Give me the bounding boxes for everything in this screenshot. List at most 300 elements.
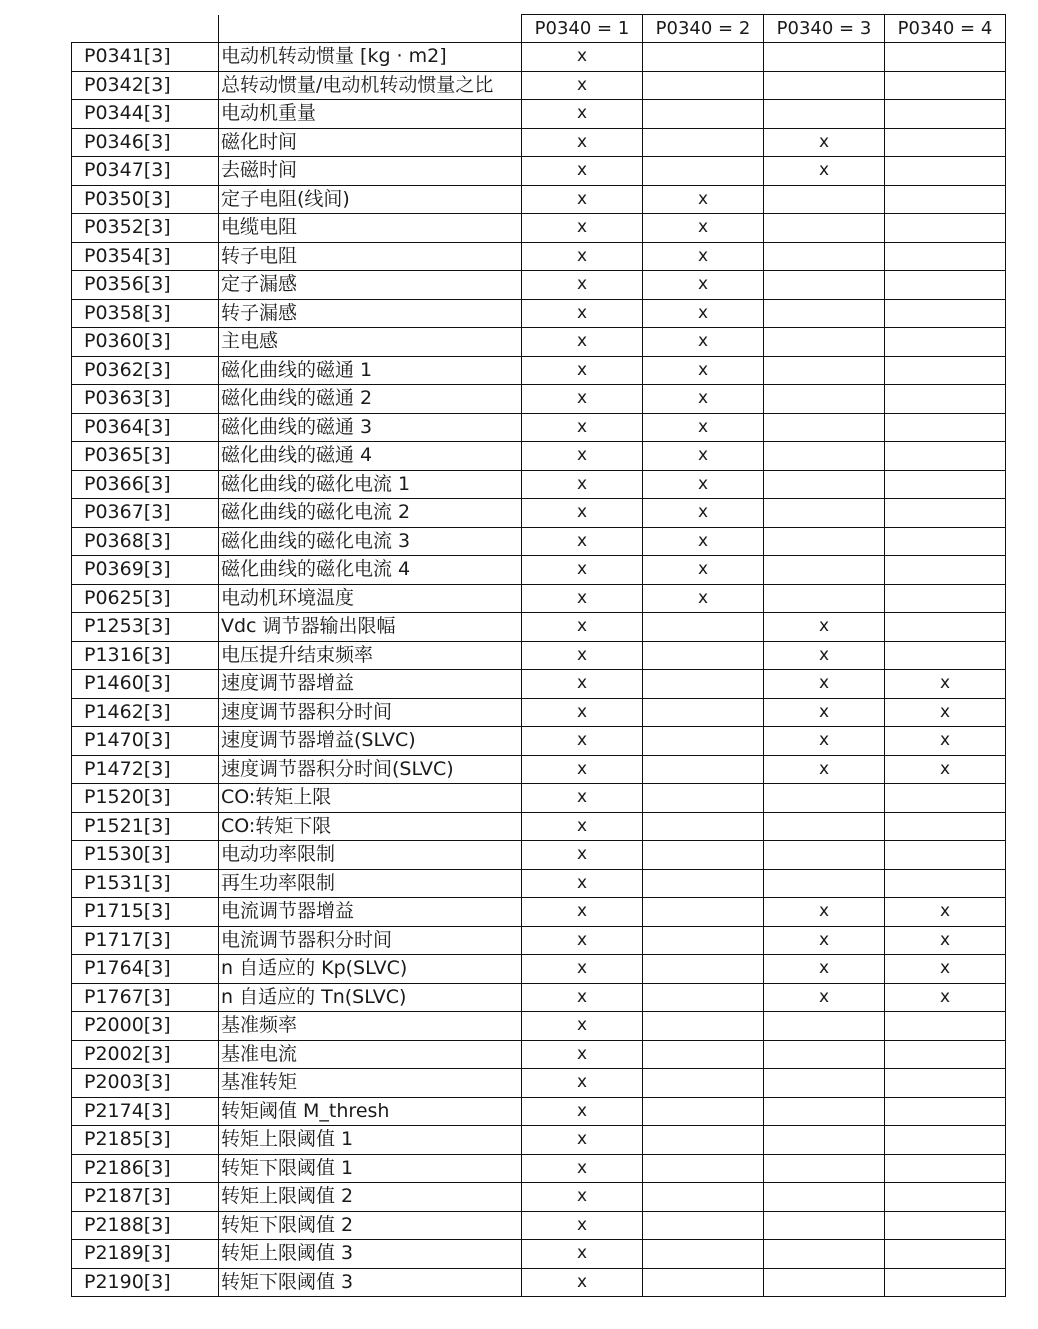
table-row [72,1211,1006,1240]
mode-3-mark [764,470,885,499]
mode-2-mark [643,1040,764,1069]
mode-4-mark [885,527,1006,556]
table-row [72,1097,1006,1126]
mode-3-mark: x [764,641,885,670]
parameter-id: P2187[3] [72,1183,219,1212]
mode-3-mark [764,1211,885,1240]
mode-1-mark: x [522,1183,643,1212]
mode-3-mark: x [764,755,885,784]
mode-2-mark: x [643,556,764,585]
mode-3-mark [764,328,885,357]
parameter-id: P1520[3] [72,784,219,813]
mode-2-mark [643,1268,764,1297]
mode-2-mark: x [643,328,764,357]
mode-1-mark: x [522,242,643,271]
mode-3-mark [764,841,885,870]
mode-4-mark [885,185,1006,214]
mode-3-mark [764,442,885,471]
parameter-description: 速度调节器增益 [219,670,522,699]
mode-2-mark: x [643,413,764,442]
parameter-id: P2186[3] [72,1154,219,1183]
mode-2-mark: x [643,299,764,328]
mode-2-mark: x [643,499,764,528]
parameter-id: P1717[3] [72,926,219,955]
parameter-description: 转矩上限阈值 3 [219,1240,522,1269]
table-row [72,1040,1006,1069]
mode-3-mark [764,356,885,385]
parameter-id: P0341[3] [72,43,219,72]
table-row [72,442,1006,471]
table-row [72,299,1006,328]
mode-4-mark [885,1097,1006,1126]
mode-1-mark: x [522,1268,643,1297]
table-row [72,356,1006,385]
mode-2-mark [643,755,764,784]
table-row [72,385,1006,414]
mode-2-mark: x [643,442,764,471]
mode-4-mark [885,869,1006,898]
mode-3-mark: x [764,926,885,955]
parameter-id: P2189[3] [72,1240,219,1269]
parameter-id: P0625[3] [72,584,219,613]
parameter-description: 转矩上限阈值 1 [219,1126,522,1155]
parameter-id: P0360[3] [72,328,219,357]
mode-1-mark: x [522,328,643,357]
mode-1-mark: x [522,442,643,471]
parameter-description: 磁化曲线的磁化电流 3 [219,527,522,556]
mode-4-mark: x [885,727,1006,756]
mode-4-mark: x [885,755,1006,784]
mode-1-mark: x [522,527,643,556]
mode-3-mark [764,385,885,414]
parameter-id: P0364[3] [72,413,219,442]
mode-4-mark [885,157,1006,186]
parameter-id: P1462[3] [72,698,219,727]
table-row [72,841,1006,870]
mode-3-mark [764,100,885,129]
mode-4-mark: x [885,670,1006,699]
mode-2-mark [643,841,764,870]
mode-4-mark [885,242,1006,271]
parameter-description: 电动功率限制 [219,841,522,870]
parameter-description: 基准转矩 [219,1069,522,1098]
parameter-description: 转矩下限阈值 1 [219,1154,522,1183]
mode-4-mark [885,1154,1006,1183]
mode-4-mark [885,470,1006,499]
mode-3-mark [764,1240,885,1269]
mode-4-mark [885,100,1006,129]
parameter-table [71,14,1006,1297]
mode-3-mark: x [764,613,885,642]
column-header-mode-3: P0340 = 3 [764,15,885,43]
mode-1-mark: x [522,1211,643,1240]
parameter-description: 转子漏感 [219,299,522,328]
parameter-description: 转矩阈值 M_thresh [219,1097,522,1126]
parameter-description: 主电感 [219,328,522,357]
parameter-id: P2002[3] [72,1040,219,1069]
mode-1-mark: x [522,1126,643,1155]
mode-2-mark: x [643,527,764,556]
mode-1-mark: x [522,157,643,186]
table-row [72,100,1006,129]
mode-3-mark: x [764,157,885,186]
mode-1-mark: x [522,43,643,72]
table-row [72,413,1006,442]
parameter-id: P2188[3] [72,1211,219,1240]
mode-3-mark [764,299,885,328]
parameter-description: n 自适应的 Kp(SLVC) [219,955,522,984]
parameter-id: P2190[3] [72,1268,219,1297]
mode-4-mark [885,556,1006,585]
parameter-description: 转矩上限阈值 2 [219,1183,522,1212]
parameter-description: 磁化时间 [219,128,522,157]
parameter-description: 去磁时间 [219,157,522,186]
mode-4-mark: x [885,898,1006,927]
mode-2-mark [643,100,764,129]
mode-2-mark [643,1012,764,1041]
parameter-id: P0347[3] [72,157,219,186]
table-row [72,185,1006,214]
mode-2-mark [643,157,764,186]
table-row [72,784,1006,813]
mode-4-mark [885,71,1006,100]
table-row [72,955,1006,984]
mode-1-mark: x [522,1040,643,1069]
table-row [72,328,1006,357]
parameter-id: P0368[3] [72,527,219,556]
mode-2-mark [643,1154,764,1183]
mode-2-mark [643,71,764,100]
parameter-description: 磁化曲线的磁化电流 1 [219,470,522,499]
parameter-description: CO:转矩下限 [219,812,522,841]
parameter-description: 转矩下限阈值 3 [219,1268,522,1297]
parameter-description: 速度调节器积分时间 [219,698,522,727]
mode-1-mark: x [522,698,643,727]
mode-1-mark: x [522,1069,643,1098]
parameter-description: n 自适应的 Tn(SLVC) [219,983,522,1012]
parameter-description: 电压提升结束频率 [219,641,522,670]
mode-3-mark [764,1154,885,1183]
table-row [72,1183,1006,1212]
mode-2-mark: x [643,385,764,414]
parameter-description: 基准频率 [219,1012,522,1041]
parameter-id: P0369[3] [72,556,219,585]
mode-1-mark: x [522,470,643,499]
mode-4-mark [885,1211,1006,1240]
mode-2-mark [643,1126,764,1155]
mode-3-mark [764,271,885,300]
parameter-id: P0346[3] [72,128,219,157]
mode-3-mark [764,185,885,214]
parameter-id: P0344[3] [72,100,219,129]
parameter-description: 电流调节器积分时间 [219,926,522,955]
mode-4-mark [885,1268,1006,1297]
mode-4-mark [885,442,1006,471]
parameter-id: P1531[3] [72,869,219,898]
mode-2-mark: x [643,584,764,613]
mode-4-mark [885,299,1006,328]
mode-4-mark: x [885,926,1006,955]
mode-1-mark: x [522,926,643,955]
mode-1-mark: x [522,385,643,414]
mode-3-mark: x [764,727,885,756]
table-row [72,499,1006,528]
mode-1-mark: x [522,499,643,528]
parameter-id: P0363[3] [72,385,219,414]
parameter-id: P1316[3] [72,641,219,670]
mode-1-mark: x [522,784,643,813]
parameter-id: P2000[3] [72,1012,219,1041]
mode-3-mark [764,1012,885,1041]
mode-3-mark [764,499,885,528]
mode-4-mark [885,784,1006,813]
header-row [72,15,1006,43]
mode-1-mark: x [522,271,643,300]
parameter-id: P1715[3] [72,898,219,927]
mode-3-mark: x [764,898,885,927]
mode-1-mark: x [522,413,643,442]
mode-3-mark [764,214,885,243]
table-row [72,1126,1006,1155]
mode-2-mark [643,1097,764,1126]
mode-4-mark: x [885,955,1006,984]
mode-1-mark: x [522,185,643,214]
parameter-id: P0367[3] [72,499,219,528]
table-row [72,157,1006,186]
mode-3-mark [764,1126,885,1155]
mode-4-mark [885,1183,1006,1212]
parameter-description: 磁化曲线的磁通 3 [219,413,522,442]
parameter-description: 定子漏感 [219,271,522,300]
parameter-description: 定子电阻(线间) [219,185,522,214]
parameter-id: P1764[3] [72,955,219,984]
mode-1-mark: x [522,955,643,984]
mode-4-mark [885,43,1006,72]
mode-2-mark [643,1240,764,1269]
parameter-id: P2003[3] [72,1069,219,1098]
mode-2-mark [643,670,764,699]
mode-4-mark [885,812,1006,841]
parameter-id: P1521[3] [72,812,219,841]
mode-4-mark [885,128,1006,157]
mode-1-mark: x [522,613,643,642]
mode-2-mark [643,1069,764,1098]
mode-2-mark: x [643,470,764,499]
table-row [72,1069,1006,1098]
parameter-id: P0365[3] [72,442,219,471]
table-row [72,470,1006,499]
table-row [72,812,1006,841]
parameter-description: 磁化曲线的磁化电流 2 [219,499,522,528]
parameter-id: P1460[3] [72,670,219,699]
parameter-id: P0366[3] [72,470,219,499]
mode-4-mark [885,641,1006,670]
mode-3-mark [764,1268,885,1297]
mode-2-mark [643,926,764,955]
parameter-id: P1767[3] [72,983,219,1012]
mode-1-mark: x [522,214,643,243]
table-row [72,556,1006,585]
mode-4-mark [885,214,1006,243]
mode-1-mark: x [522,71,643,100]
table-row [72,983,1006,1012]
mode-4-mark [885,1240,1006,1269]
parameter-description: CO:转矩上限 [219,784,522,813]
parameter-id: P0352[3] [72,214,219,243]
table-row [72,1240,1006,1269]
mode-4-mark [885,1126,1006,1155]
mode-1-mark: x [522,556,643,585]
mode-3-mark: x [764,128,885,157]
mode-2-mark [643,812,764,841]
header-blank-param [72,15,219,43]
mode-2-mark [643,898,764,927]
mode-4-mark [885,613,1006,642]
mode-3-mark [764,784,885,813]
parameter-id: P0342[3] [72,71,219,100]
table-row [72,670,1006,699]
mode-4-mark [885,413,1006,442]
mode-1-mark: x [522,670,643,699]
column-header-mode-2: P0340 = 2 [643,15,764,43]
mode-3-mark [764,71,885,100]
mode-2-mark [643,983,764,1012]
parameter-id: P0362[3] [72,356,219,385]
mode-3-mark [764,869,885,898]
mode-3-mark [764,242,885,271]
mode-3-mark [764,1069,885,1098]
mode-4-mark [885,499,1006,528]
mode-2-mark [643,43,764,72]
table-row [72,755,1006,784]
mode-3-mark [764,1097,885,1126]
column-header-mode-1: P0340 = 1 [522,15,643,43]
parameter-description: 转子电阻 [219,242,522,271]
mode-2-mark: x [643,356,764,385]
parameter-description: 转矩下限阈值 2 [219,1211,522,1240]
mode-2-mark [643,698,764,727]
header-blank-desc [219,15,522,43]
table-row [72,898,1006,927]
mode-1-mark: x [522,356,643,385]
table-row [72,71,1006,100]
mode-2-mark [643,641,764,670]
table-row [72,214,1006,243]
parameter-id: P0354[3] [72,242,219,271]
parameter-description: 电动机转动惯量 [kg · m2] [219,43,522,72]
mode-1-mark: x [522,898,643,927]
parameter-description: 电缆电阻 [219,214,522,243]
table-row [72,641,1006,670]
mode-2-mark: x [643,185,764,214]
mode-2-mark [643,784,764,813]
mode-3-mark [764,584,885,613]
mode-2-mark: x [643,271,764,300]
column-header-mode-4: P0340 = 4 [885,15,1006,43]
table-row [72,698,1006,727]
mode-1-mark: x [522,641,643,670]
mode-4-mark [885,1012,1006,1041]
mode-4-mark [885,328,1006,357]
parameter-description: 磁化曲线的磁通 2 [219,385,522,414]
mode-1-mark: x [522,1240,643,1269]
table-row [72,1268,1006,1297]
mode-1-mark: x [522,755,643,784]
mode-2-mark [643,955,764,984]
mode-2-mark: x [643,214,764,243]
mode-1-mark: x [522,1012,643,1041]
parameter-id: P0358[3] [72,299,219,328]
mode-2-mark [643,1183,764,1212]
mode-2-mark: x [643,242,764,271]
mode-3-mark [764,1183,885,1212]
parameter-description: 速度调节器增益(SLVC) [219,727,522,756]
mode-1-mark: x [522,100,643,129]
parameter-id: P0356[3] [72,271,219,300]
parameter-id: P1530[3] [72,841,219,870]
mode-3-mark: x [764,955,885,984]
mode-3-mark [764,1040,885,1069]
mode-1-mark: x [522,128,643,157]
table-row [72,527,1006,556]
table-row [72,584,1006,613]
mode-1-mark: x [522,299,643,328]
parameter-id: P2174[3] [72,1097,219,1126]
mode-4-mark [885,584,1006,613]
mode-2-mark [643,869,764,898]
table-row [72,128,1006,157]
table-row [72,727,1006,756]
table-header [72,15,1006,43]
table-row [72,926,1006,955]
mode-3-mark [764,43,885,72]
mode-4-mark [885,1040,1006,1069]
parameter-description: 电动机环境温度 [219,584,522,613]
parameter-description: 再生功率限制 [219,869,522,898]
mode-2-mark [643,1211,764,1240]
mode-3-mark: x [764,983,885,1012]
parameter-id: P0350[3] [72,185,219,214]
mode-4-mark [885,841,1006,870]
parameter-id: P1470[3] [72,727,219,756]
mode-4-mark: x [885,698,1006,727]
table-row [72,613,1006,642]
parameter-id: P2185[3] [72,1126,219,1155]
parameter-id: P1253[3] [72,613,219,642]
mode-1-mark: x [522,584,643,613]
parameter-description: 速度调节器积分时间(SLVC) [219,755,522,784]
mode-2-mark [643,613,764,642]
table-row [72,869,1006,898]
table-body [72,43,1006,1297]
mode-4-mark: x [885,983,1006,1012]
parameter-description: Vdc 调节器输出限幅 [219,613,522,642]
parameter-description: 总转动惯量/电动机转动惯量之比 [219,71,522,100]
parameter-description: 电流调节器增益 [219,898,522,927]
mode-4-mark [885,271,1006,300]
table-row [72,271,1006,300]
parameter-id: P1472[3] [72,755,219,784]
mode-4-mark [885,385,1006,414]
mode-1-mark: x [522,841,643,870]
mode-1-mark: x [522,1097,643,1126]
mode-3-mark [764,812,885,841]
mode-1-mark: x [522,812,643,841]
parameter-description: 磁化曲线的磁通 1 [219,356,522,385]
mode-4-mark [885,1069,1006,1098]
parameter-description: 磁化曲线的磁通 4 [219,442,522,471]
table-row [72,1154,1006,1183]
